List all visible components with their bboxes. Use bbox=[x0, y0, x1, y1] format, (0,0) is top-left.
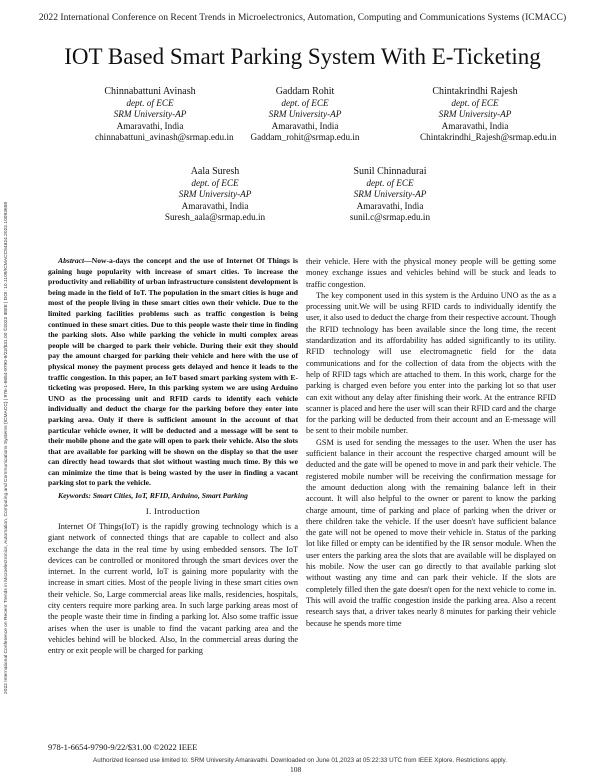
author-dept: dept. of ECE bbox=[451, 97, 499, 108]
author-email[interactable]: Chintakrindhi_Rajesh@srmap.edu.in bbox=[420, 132, 557, 143]
keywords-label: Keywords: bbox=[58, 491, 91, 501]
keywords-text: Smart Cities, IoT, RFID, Arduino, Smart Parking bbox=[92, 491, 248, 501]
right-column bbox=[306, 256, 556, 629]
author-name: Sunil Chinnadurai bbox=[353, 166, 427, 177]
author-dept: dept. of ECE bbox=[126, 97, 174, 108]
left-column bbox=[48, 256, 298, 657]
author-email[interactable]: Suresh_aala@srmap.edu.in bbox=[164, 212, 266, 223]
author-location: Amaravathi, India bbox=[181, 200, 249, 211]
body-paragraph: GSM is used for sending the messages to the user. When the user has sufficient balance in their account the respective charged amount will be deducted and the gate will be opened to move in and park their vehicle. The registered mobile number will be receiving the confirmation message for the amount deduction along with the remaining balance left in their account. It will also helpful to the owner or parent to know the parking charge amount, time of parking and place of parking when the driver or there children take the vehicle. If the user doesn't have sufficient balance the gate will not be opened to move their vehicle in. Status of the parking lot like filled or empty can be identified by the IR sensor module. When the user enters the parking area the slots that are available will be displayed on his mobile. Now the user can go directly to that available parking slot without wasting any time and can park their vehicle. If the slots are completely filled then the gate doesn't open for the next vehicle to come in. This will avoid the traffic congestion inside the parking area. Also a recent research says that, a driver takes nearly 8 minutes for parking their vehicle because he spends more time bbox=[306, 437, 556, 628]
introduction-paragraph: Internet Of Things(IoT) is the rapidly growing technology which is a giant network of connected things that are capable to collect and also exchange the data in the real time by using embedded sensors. The IoT devices can be controlled or monitored through the smart devices over the internet. In the current world, IoT is gaining more popularity with the increase in smart cities. Most of the people living in these smart cities own their vehicle. So, Large commercial areas like malls, residencies, hospitals, city centers require more parking area. In such large parking areas most of the people waste their time in finding a parking lot. Also some traffic issue arises when the user is unable to find the vacant parking area and the vehicles behind will be blocked. Also, In the commercial areas during the entry or exit people will be charged for parking bbox=[48, 521, 298, 656]
author-block bbox=[420, 86, 557, 144]
keywords bbox=[48, 491, 298, 502]
author-location: Amaravathi, India bbox=[356, 200, 424, 211]
author-university: SRM University-AP bbox=[353, 189, 427, 200]
paper-title: IOT Based Smart Parking System With E-Ticketing bbox=[64, 44, 541, 69]
author-university: SRM University-AP bbox=[113, 109, 187, 120]
abstract-label: Abstract— bbox=[58, 256, 92, 265]
doi-sidebar bbox=[3, 84, 13, 694]
author-block bbox=[160, 166, 270, 224]
author-block bbox=[95, 86, 234, 144]
author-email[interactable]: Gaddam_rohit@srmap.edu.in bbox=[250, 132, 360, 143]
page-number: 108 bbox=[290, 765, 302, 774]
author-location: Amaravathi, India bbox=[271, 120, 339, 131]
author-name: Gaddam Rohit bbox=[275, 86, 335, 97]
body-paragraph: their vehicle. Here with the physical money people will be getting some money exchange issues and vehicles behind will be stuck and leads to traffic congestion. bbox=[306, 257, 556, 289]
author-location: Amaravathi, India bbox=[441, 120, 509, 131]
sidebar-text: 2022 International Conference on Recent Trends in Microelectronics, Automation, Computing and Communications Systems (ICMACC) | 978-1-6654-9790-9/22/$31.00 ©2022 IEEE | DOI: 10.1109/ICMACC54824.2022.10093659 bbox=[4, 201, 9, 694]
author-dept: dept. of ECE bbox=[366, 177, 414, 188]
abstract bbox=[48, 256, 298, 489]
section-heading-introduction: I. Introduction bbox=[145, 505, 201, 516]
isbn-footer: 978-1-6654-9790-9/22/$31.00 ©2022 IEEE bbox=[48, 742, 198, 752]
body-paragraph: The key component used in this system is the Arduino UNO as the as a processing unit.We will be using RFID cards to individually identify the user, it also used to deduct the charge from their respective account. Though the RFID technology has been available since the long time, the recent standardization and its affordability has added significantly to its utility. RFID technology will use electromagnetic field for the data communications and for the collection of data from the objects with the help of RFID tags which are attached to them. In this work, charge for the parking is charged even before you enter into the parking lot so that user can exit without any delay after finishing their work. At the entrance RFID scanner is placed and here the user will scan their RFID card and the charge for the parking will be deducted from their account and an E-message will be sent to their mobile number. bbox=[306, 290, 556, 436]
author-name: Chintakrindhi Rajesh bbox=[432, 86, 518, 97]
author-university: SRM University-AP bbox=[438, 109, 512, 120]
license-notice: Authorized licensed use limited to: SRM University Amaravathi. Downloaded on June 01,2023 at 05:22:33 UTC from IEEE Xplore. Restrictions apply. bbox=[93, 757, 507, 764]
author-email[interactable]: sunil.c@srmap.edu.in bbox=[349, 212, 431, 223]
author-location: Amaravathi, India bbox=[116, 120, 184, 131]
author-block bbox=[250, 86, 360, 144]
abstract-text: Now-a-days the concept and the use of Internet Of Things is gaining huge popularity with increase of smart cities. To increase the productivity and reliability of urban infrastructure consistent development is being made in the field of IoT. The population in the smart cities is huge and most of the people living in these smart cities own their vehicle. Due to the limited parking facilities problems such as traffic congestion is being continued in these smart cities. Due to this people waste their time in finding the parking slots. Also while parking the vehicle in multi complex areas people will be charged to park their vehicle. During their exit they should pay the amount charged for parking their vehicle and here with the use of physical money the payment process gets delayed and hence it leads to the traffic congestion. In this paper, an IoT based smart parking system with E-ticketing was proposed. Here, In this parking system we are using Arduino UNO as the processing unit and RFID cards to identify each vehicle individually and deduct the charge for the parking before they enter into parking area. Only if there is sufficient amount in the account of that particular vehicle owner, it will be deducted and a message will be sent to their mobile phone and the gate will open to park their vehicle. Also the slots that are available for parking will be shown on the display so that the user can directly head towards that slot without wasting much time. By this we can minimize the time that is being wasted by the user in finding a vacant parking slot to park the vehicle. bbox=[48, 256, 298, 488]
author-name: Chinnabattuni Avinash bbox=[104, 86, 196, 97]
author-name: Aala Suresh bbox=[190, 166, 240, 177]
author-university: SRM University-AP bbox=[268, 109, 342, 120]
conference-header: 2022 International Conference on Recent Trends in Microelectronics, Automation, Computing and Communications Systems (ICMACC) bbox=[38, 12, 567, 23]
author-block bbox=[335, 166, 445, 224]
author-dept: dept. of ECE bbox=[281, 97, 329, 108]
author-email[interactable]: chinnabattuni_avinash@srmap.edu.in bbox=[95, 132, 234, 143]
author-dept: dept. of ECE bbox=[191, 177, 239, 188]
author-university: SRM University-AP bbox=[178, 189, 252, 200]
